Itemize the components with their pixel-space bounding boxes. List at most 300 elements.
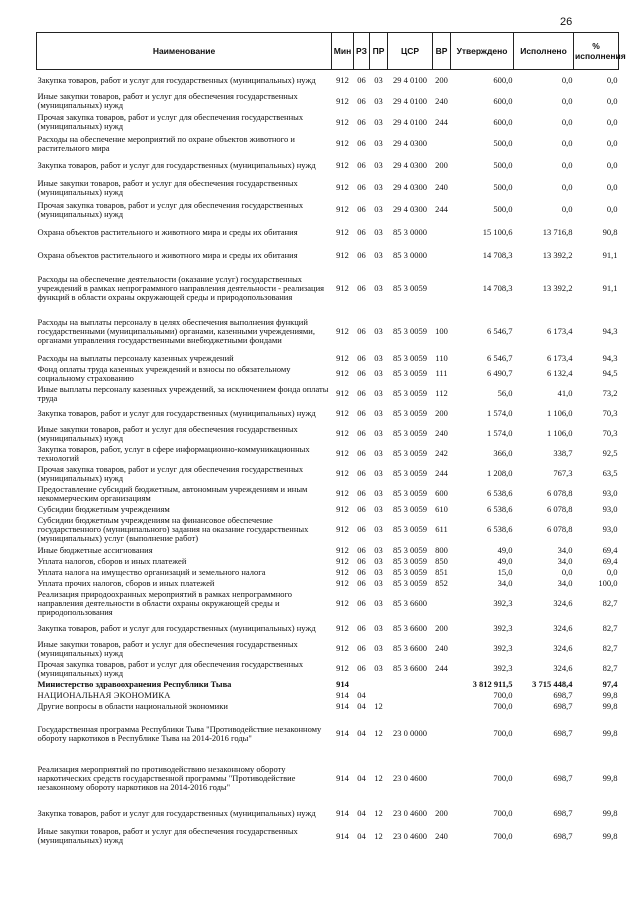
cell-vr: 850 — [435, 555, 448, 566]
cell-rz — [354, 679, 370, 690]
cell-csr: 29 4 0300 — [393, 204, 427, 215]
cell-name: Прочая закупка товаров, работ и услуг для обеспечения государственных (муниципальных) нужд — [37, 199, 304, 219]
cell-rz: 06 — [357, 555, 366, 566]
table-row — [37, 384, 619, 404]
cell-pr: 03 — [374, 503, 383, 514]
table-body — [37, 70, 619, 848]
cell-name: Уплата налога на имущество организаций и земельного налога — [37, 566, 266, 577]
cell-rz: 04 — [357, 700, 366, 711]
table-header-row — [37, 33, 619, 70]
cell-executed: 6 078,8 — [547, 503, 573, 514]
cell-min: 914 — [336, 807, 349, 818]
cell-min: 912 — [336, 448, 349, 459]
table-row — [37, 567, 619, 578]
cell-rz: 06 — [357, 643, 366, 654]
cell-percent: 90,8 — [602, 226, 618, 237]
table-row — [37, 353, 619, 364]
table-row — [37, 133, 619, 155]
cell-name: Закупка товаров, работ и услуг для государственных (муниципальных) нужд — [37, 74, 316, 85]
cell-approved: 700,0 — [493, 773, 513, 784]
table-row — [37, 504, 619, 515]
cell-csr: 85 3 0059 — [393, 577, 427, 588]
cell-csr: 29 4 0100 — [393, 74, 427, 85]
cell-vr: 240 — [435, 830, 448, 841]
cell-pr — [370, 690, 388, 701]
table-row — [37, 91, 619, 112]
cell-approved: 392,3 — [493, 623, 513, 634]
cell-rz: 06 — [357, 566, 366, 577]
cell-csr: 85 3 0059 — [393, 428, 427, 439]
cell-pr: 03 — [374, 643, 383, 654]
cell-executed: 0,0 — [561, 566, 573, 577]
cell-executed: 13 392,2 — [542, 249, 573, 260]
cell-approved: 392,3 — [493, 643, 513, 654]
cell-rz: 06 — [357, 598, 366, 609]
table-row — [37, 364, 619, 384]
cell-percent: 99,8 — [602, 689, 618, 700]
cell-min: 912 — [336, 408, 349, 419]
header-name: Наименование — [37, 33, 332, 70]
header-rz: РЗ — [354, 33, 370, 70]
cell-min: 914 — [336, 700, 349, 711]
cell-vr: 112 — [435, 388, 448, 399]
cell-vr: 851 — [435, 566, 448, 577]
cell-rz: 06 — [357, 182, 366, 193]
cell-vr: 200 — [435, 160, 448, 171]
cell-rz: 06 — [357, 408, 366, 419]
cell-percent: 0,0 — [606, 160, 618, 171]
table-row — [37, 404, 619, 424]
cell-percent: 94,5 — [602, 368, 618, 379]
cell-vr: 244 — [435, 663, 448, 674]
cell-approved: 49,0 — [497, 544, 513, 555]
cell-min: 912 — [336, 283, 349, 294]
cell-executed: 0,0 — [561, 204, 573, 215]
table-row — [37, 578, 619, 589]
cell-executed: 0,0 — [561, 95, 573, 106]
cell-percent: 70,3 — [602, 408, 618, 419]
table-row — [37, 70, 619, 91]
cell-name: Закупка товаров, работ и услуг для государственных (муниципальных) нужд — [37, 623, 316, 634]
cell-rz: 06 — [357, 138, 366, 149]
cell-rz: 06 — [357, 226, 366, 237]
cell-csr: 85 3 0000 — [393, 249, 427, 260]
cell-rz: 06 — [357, 544, 366, 555]
cell-name: Иные закупки товаров, работ и услуг для обеспечения государственных (муниципальных) нужд — [37, 177, 298, 197]
cell-percent: 0,0 — [606, 182, 618, 193]
cell-pr: 03 — [374, 249, 383, 260]
cell-rz: 06 — [357, 116, 366, 127]
cell-pr: 03 — [374, 95, 383, 106]
header-approved: Утверждено — [451, 33, 514, 70]
cell-name: Расходы на выплаты персоналу в целях обеспечения выполнения функций государственными (муниципальными) органами, казенными учреждениями, органами управления государственными внебюджетными фондами — [37, 317, 315, 345]
cell-csr: 85 3 0059 — [393, 326, 427, 337]
cell-executed: 13 392,2 — [542, 283, 573, 294]
cell-approved: 1 574,0 — [487, 428, 513, 439]
cell-executed: 1 106,0 — [547, 428, 573, 439]
cell-pr — [370, 679, 388, 690]
table-row — [37, 177, 619, 199]
cell-min: 912 — [336, 226, 349, 237]
cell-vr — [433, 756, 451, 802]
cell-percent: 91,1 — [602, 249, 618, 260]
cell-executed: 41,0 — [557, 388, 573, 399]
header-pr: ПР — [370, 33, 388, 70]
cell-approved: 6 538,6 — [487, 488, 513, 499]
cell-percent: 0,0 — [606, 566, 618, 577]
cell-min: 912 — [336, 204, 349, 215]
cell-min: 912 — [336, 524, 349, 535]
cell-csr: 23 0 0000 — [393, 728, 427, 739]
cell-csr: 85 3 0059 — [393, 524, 427, 535]
cell-min: 912 — [336, 544, 349, 555]
cell-name: Реализация мероприятий по противодействию незаконному обороту наркотических средств государственной программы "Противодействие незаконному обороту наркотиков на 2014-2016 годы" — [37, 764, 296, 792]
cell-percent: 0,0 — [606, 204, 618, 215]
header-vr: ВР — [433, 33, 451, 70]
table-row — [37, 679, 619, 690]
cell-name: Прочая закупка товаров, работ и услуг для обеспечения государственных (муниципальных) нужд — [37, 658, 304, 678]
cell-rz: 04 — [357, 773, 366, 784]
cell-rz: 06 — [357, 352, 366, 363]
cell-min: 912 — [336, 182, 349, 193]
cell-csr — [388, 701, 433, 712]
cell-min: 912 — [336, 566, 349, 577]
cell-percent: 82,7 — [602, 598, 618, 609]
table-row — [37, 244, 619, 267]
cell-percent: 99,8 — [602, 773, 618, 784]
cell-name: Уплата прочих налогов, сборов и иных платежей — [37, 577, 215, 588]
cell-approved: 15,0 — [497, 566, 513, 577]
cell-name: Охрана объектов растительного и животного мира и среды их обитания — [37, 226, 298, 237]
cell-executed: 1 106,0 — [547, 408, 573, 419]
table-row — [37, 221, 619, 244]
cell-vr: 100 — [435, 326, 448, 337]
cell-pr: 03 — [374, 160, 383, 171]
table-row — [37, 639, 619, 659]
cell-csr: 85 3 6600 — [393, 663, 427, 674]
cell-pr: 03 — [374, 448, 383, 459]
cell-approved: 6 546,7 — [487, 352, 513, 363]
cell-percent: 94,3 — [602, 326, 618, 337]
cell-min: 912 — [336, 249, 349, 260]
cell-approved: 6 546,7 — [487, 326, 513, 337]
cell-vr: 111 — [435, 368, 448, 379]
cell-name: Государственная программа Республики Тыва "Противодействие незаконному обороту наркотиков в Республике Тыва на 2014-2016 годы" — [37, 723, 322, 743]
cell-vr — [433, 589, 451, 619]
cell-pr: 03 — [374, 488, 383, 499]
cell-csr: 85 3 0000 — [393, 226, 427, 237]
cell-pr: 03 — [374, 352, 383, 363]
cell-executed: 6 132,4 — [547, 368, 573, 379]
cell-percent: 69,4 — [602, 555, 618, 566]
cell-vr — [433, 679, 451, 690]
cell-name: Расходы на обеспечение мероприятий по охране объектов животного и растительного мира — [37, 133, 295, 153]
cell-executed: 698,7 — [553, 773, 573, 784]
cell-vr: 240 — [435, 95, 448, 106]
cell-rz: 06 — [357, 95, 366, 106]
cell-executed: 698,7 — [553, 689, 573, 700]
cell-percent: 73,2 — [602, 388, 618, 399]
cell-name: Субсидии бюджетным учреждениям на финансовое обеспечение государственного (муниципального) задания на оказание государственных (муниципальных) услуг (выполнение работ) — [37, 515, 309, 543]
cell-min: 912 — [336, 428, 349, 439]
cell-approved: 366,0 — [493, 448, 513, 459]
cell-pr: 03 — [374, 598, 383, 609]
cell-csr: 85 3 0059 — [393, 388, 427, 399]
cell-approved: 6 490,7 — [487, 368, 513, 379]
cell-rz: 06 — [357, 368, 366, 379]
cell-pr: 03 — [374, 283, 383, 294]
cell-pr: 03 — [374, 663, 383, 674]
cell-approved: 700,0 — [493, 689, 513, 700]
cell-vr: 242 — [435, 448, 448, 459]
cell-pr: 03 — [374, 555, 383, 566]
cell-vr: 244 — [435, 468, 448, 479]
cell-executed: 698,7 — [553, 830, 573, 841]
cell-percent: 0,0 — [606, 95, 618, 106]
table-row — [37, 515, 619, 545]
cell-min: 912 — [336, 160, 349, 171]
cell-approved: 600,0 — [493, 116, 513, 127]
cell-min: 912 — [336, 326, 349, 337]
cell-min: 912 — [336, 488, 349, 499]
table-row — [37, 556, 619, 567]
cell-vr — [433, 267, 451, 311]
cell-vr: 200 — [435, 807, 448, 818]
cell-rz: 04 — [357, 807, 366, 818]
cell-percent: 0,0 — [606, 74, 618, 85]
cell-min: 912 — [336, 352, 349, 363]
cell-rz: 06 — [357, 623, 366, 634]
cell-approved: 49,0 — [497, 555, 513, 566]
cell-executed: 13 716,8 — [542, 226, 573, 237]
cell-pr: 12 — [374, 830, 383, 841]
cell-approved: 14 708,3 — [482, 283, 513, 294]
cell-rz: 06 — [357, 503, 366, 514]
cell-min: 912 — [336, 116, 349, 127]
cell-approved: 56,0 — [497, 388, 513, 399]
cell-percent: 69,4 — [602, 544, 618, 555]
cell-vr: 200 — [435, 623, 448, 634]
cell-csr: 85 3 0059 — [393, 448, 427, 459]
cell-rz: 04 — [357, 689, 366, 700]
cell-pr: 03 — [374, 428, 383, 439]
cell-name: Прочая закупка товаров, работ и услуг для обеспечения государственных (муниципальных) нужд — [37, 112, 304, 131]
cell-name: Закупка товаров, работ и услуг для государственных (муниципальных) нужд — [37, 408, 316, 419]
cell-approved: 500,0 — [493, 204, 513, 215]
table-row — [37, 155, 619, 177]
table-row — [37, 545, 619, 556]
cell-rz: 06 — [357, 388, 366, 399]
cell-vr: 800 — [435, 544, 448, 555]
cell-csr: 85 3 0059 — [393, 468, 427, 479]
cell-min: 912 — [336, 663, 349, 674]
cell-pr: 03 — [374, 566, 383, 577]
table-row — [37, 701, 619, 712]
cell-percent: 92,5 — [602, 448, 618, 459]
table-row — [37, 267, 619, 311]
cell-min: 912 — [336, 555, 349, 566]
table-row — [37, 589, 619, 619]
cell-csr: 85 3 0059 — [393, 488, 427, 499]
cell-name: Другие вопросы в области национальной экономики — [37, 700, 228, 711]
cell-executed: 6 078,8 — [547, 524, 573, 535]
cell-executed: 0,0 — [561, 138, 573, 149]
cell-name: Предоставление субсидий бюджетным, автономным учреждениям и иным некоммерческим организациям — [37, 483, 308, 503]
cell-rz: 06 — [357, 74, 366, 85]
cell-name: Уплата налогов, сборов и иных платежей — [37, 555, 187, 566]
cell-csr: 29 4 0300 — [393, 160, 427, 171]
cell-vr: 610 — [435, 503, 448, 514]
table-row — [37, 690, 619, 701]
cell-approved: 700,0 — [493, 700, 513, 711]
cell-vr: 200 — [435, 408, 448, 419]
cell-csr: 23 0 4600 — [393, 773, 427, 784]
cell-pr: 03 — [374, 226, 383, 237]
cell-percent: 99,8 — [602, 728, 618, 739]
cell-csr: 85 3 0059 — [393, 544, 427, 555]
cell-approved: 392,3 — [493, 598, 513, 609]
budget-table — [36, 32, 626, 848]
cell-pr: 03 — [374, 326, 383, 337]
cell-pr: 12 — [374, 700, 383, 711]
page-number: 26 — [560, 16, 573, 28]
cell-executed: 0,0 — [561, 160, 573, 171]
cell-csr: 85 3 0059 — [393, 503, 427, 514]
cell-min: 914 — [336, 689, 349, 700]
cell-executed: 34,0 — [557, 577, 573, 588]
cell-name: Иные закупки товаров, работ и услуг для обеспечения государственных (муниципальных) нужд — [37, 91, 298, 110]
cell-name: Закупка товаров, работ, услуг в сфере информационно-коммуникационных технологий — [37, 443, 310, 463]
cell-name: Реализация природоохранных мероприятий в рамках непрограммного направления деятельности в области охраны окружающей среды и природопользования — [37, 589, 293, 617]
cell-vr: 852 — [435, 577, 448, 588]
cell-min: 912 — [336, 388, 349, 399]
cell-rz: 06 — [357, 663, 366, 674]
header-percent: % исполнения — [574, 33, 619, 70]
table-row — [37, 619, 619, 639]
cell-csr: 85 3 6600 — [393, 643, 427, 654]
cell-min: 912 — [336, 643, 349, 654]
cell-min: 914 — [336, 773, 349, 784]
cell-csr: 29 4 0300 — [393, 182, 427, 193]
cell-percent: 63,5 — [602, 468, 618, 479]
cell-vr: 200 — [435, 74, 448, 85]
cell-name: Закупка товаров, работ и услуг для государственных (муниципальных) нужд — [37, 807, 316, 818]
cell-rz: 04 — [357, 728, 366, 739]
cell-name: Иные закупки товаров, работ и услуг для обеспечения государственных (муниципальных) нужд — [37, 423, 298, 443]
cell-vr: 244 — [435, 116, 448, 127]
cell-vr — [433, 690, 451, 701]
cell-csr: 85 3 0059 — [393, 566, 427, 577]
table-row — [37, 712, 619, 756]
cell-min: 914 — [336, 830, 349, 841]
cell-approved: 500,0 — [493, 160, 513, 171]
table-row — [37, 802, 619, 825]
table-row — [37, 825, 619, 848]
cell-csr: 85 3 6600 — [393, 598, 427, 609]
cell-name: Министерство здравоохранения Республики Тыва — [37, 678, 232, 689]
cell-pr: 03 — [374, 388, 383, 399]
cell-executed: 0,0 — [561, 116, 573, 127]
cell-executed: 324,6 — [553, 623, 573, 634]
cell-percent: 93,0 — [602, 488, 618, 499]
cell-approved: 600,0 — [493, 95, 513, 106]
cell-approved: 500,0 — [493, 138, 513, 149]
cell-percent: 82,7 — [602, 643, 618, 654]
cell-rz: 06 — [357, 468, 366, 479]
cell-rz: 06 — [357, 524, 366, 535]
cell-approved: 500,0 — [493, 182, 513, 193]
cell-name: Субсидии бюджетным учреждениям — [37, 503, 170, 514]
cell-executed: 6 078,8 — [547, 488, 573, 499]
cell-percent: 82,7 — [602, 623, 618, 634]
cell-percent: 97,4 — [602, 678, 618, 689]
cell-executed: 34,0 — [557, 555, 573, 566]
cell-pr: 03 — [374, 182, 383, 193]
cell-vr — [433, 701, 451, 712]
cell-percent: 99,8 — [602, 807, 618, 818]
table-row — [37, 199, 619, 221]
cell-csr — [388, 690, 433, 701]
cell-pr: 03 — [374, 204, 383, 215]
cell-csr: 85 3 0059 — [393, 555, 427, 566]
cell-name: Закупка товаров, работ и услуг для государственных (муниципальных) нужд — [37, 160, 316, 171]
header-min: Мин — [332, 33, 354, 70]
cell-pr: 03 — [374, 623, 383, 634]
cell-approved: 1 574,0 — [487, 408, 513, 419]
cell-csr: 85 3 0059 — [393, 352, 427, 363]
cell-vr: 240 — [435, 643, 448, 654]
cell-rz: 06 — [357, 160, 366, 171]
cell-pr: 03 — [374, 544, 383, 555]
cell-name: Иные выплаты персоналу казенных учреждений, за исключением фонда оплаты труда — [37, 383, 329, 403]
cell-vr: 611 — [435, 524, 448, 535]
cell-name: Расходы на выплаты персоналу казенных учреждений — [37, 352, 234, 363]
cell-min: 912 — [336, 74, 349, 85]
cell-percent: 99,8 — [602, 700, 618, 711]
table-row — [37, 464, 619, 484]
cell-approved: 6 538,6 — [487, 503, 513, 514]
cell-name: Расходы на обеспечение деятельности (оказание услуг) государственных учреждений в рамках непрограммного направления деятельности - реализация функций в области охраны окружающей среды и природопользования — [37, 274, 325, 302]
cell-csr: 29 4 0300 — [393, 138, 427, 149]
cell-name: Иные бюджетные ассигнования — [37, 544, 153, 555]
header-csr: ЦСР — [388, 33, 433, 70]
cell-executed: 34,0 — [557, 544, 573, 555]
cell-name: Прочая закупка товаров, работ и услуг для обеспечения государственных (муниципальных) нужд — [37, 463, 304, 483]
cell-executed: 767,3 — [553, 468, 573, 479]
cell-percent: 82,7 — [602, 663, 618, 674]
cell-rz: 06 — [357, 448, 366, 459]
cell-rz: 04 — [357, 830, 366, 841]
cell-min: 912 — [336, 468, 349, 479]
cell-csr: 85 3 0059 — [393, 283, 427, 294]
cell-approved: 15 100,6 — [482, 226, 513, 237]
cell-csr: 85 3 6600 — [393, 623, 427, 634]
cell-pr: 12 — [374, 807, 383, 818]
cell-min: 914 — [336, 678, 349, 689]
cell-approved: 700,0 — [493, 728, 513, 739]
table-row — [37, 112, 619, 133]
cell-csr: 85 3 0059 — [393, 408, 427, 419]
cell-pr: 03 — [374, 74, 383, 85]
cell-csr: 85 3 0059 — [393, 368, 427, 379]
cell-executed: 698,7 — [553, 700, 573, 711]
cell-pr: 03 — [374, 138, 383, 149]
cell-percent: 0,0 — [606, 138, 618, 149]
cell-percent: 99,8 — [602, 830, 618, 841]
cell-min: 912 — [336, 95, 349, 106]
cell-rz: 06 — [357, 488, 366, 499]
cell-approved: 34,0 — [497, 577, 513, 588]
